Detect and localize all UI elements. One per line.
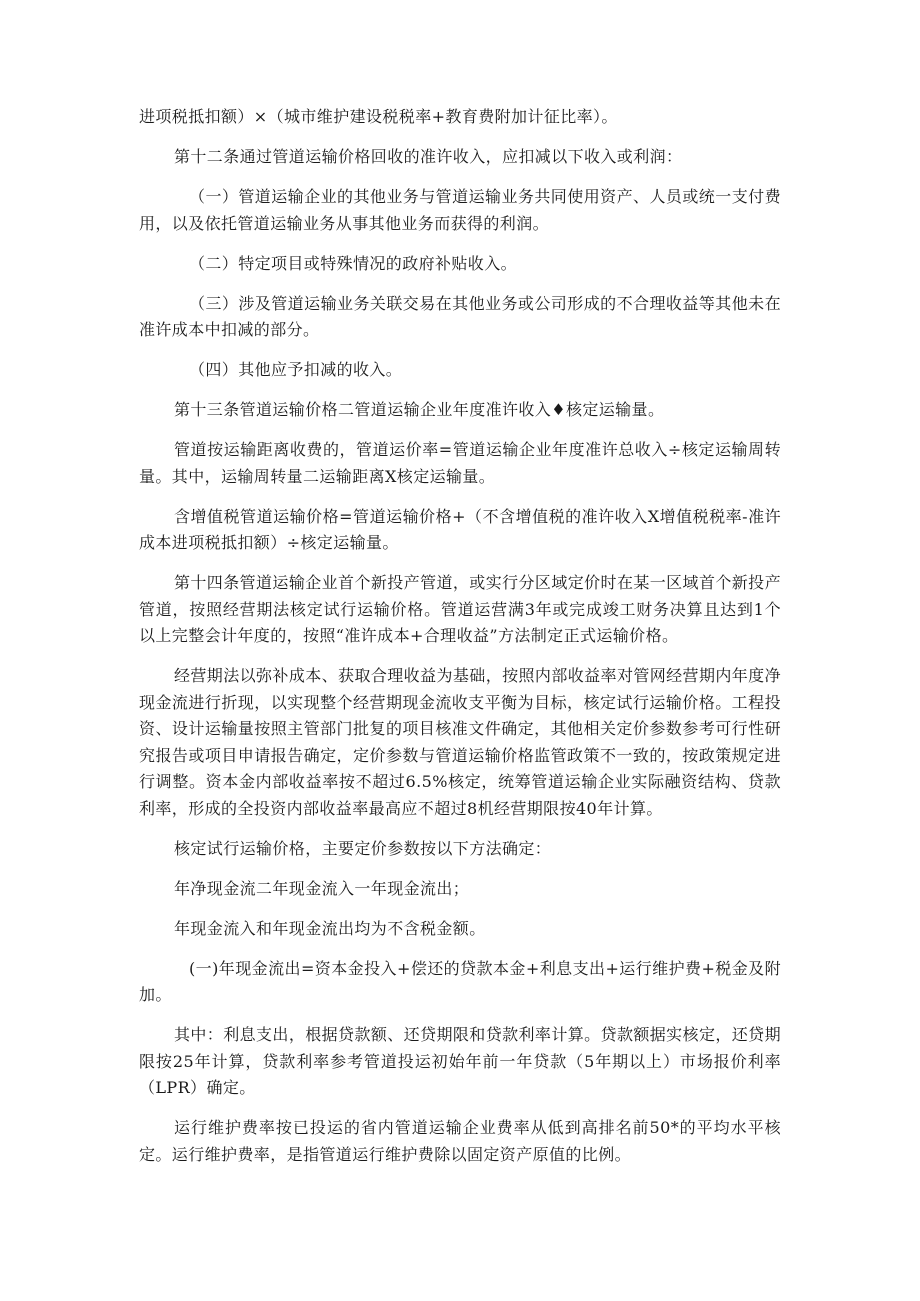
paragraph-maintenance-rate: 运行维护费率按已投运的省内管道运输企业费率从低到高排名前50*的平均水平核定。运行维护费率，是指管道运行维护费除以固定资产原值的比例。 [139, 1118, 781, 1164]
paragraph-item-1: （一）管道运输企业的其他业务与管道运输业务共同使用资产、人员或统一支付费用，以及依托管道运输业务从事其他业务而获得的利润。 [139, 187, 781, 233]
paragraph-net-cash-flow: 年净现金流二年现金流入一年现金流出； [174, 878, 470, 898]
paragraph-article-14: 第十四条管道运输企业首个新投产管道，或实行分区域定价时在某一区域首个新投产管道，按照经营期法核定试行运输价格。管道运营满3年或完成竣工财务决算且达到1个以上完整会计年度的，按照“准许成本+合理收益”方法制定正式运输价格。 [139, 573, 781, 645]
paragraph-tax-exclusive: 年现金流入和年现金流出均为不含税金额。 [174, 918, 486, 938]
paragraph-article-12: 第十二条通过管道运输价格回收的准许收入，应扣减以下收入或利润： [174, 147, 683, 166]
paragraph-item-3: （三）涉及管道运输业务关联交易在其他业务或公司形成的不合理收益等其他未在准许成本中扣减的部分。 [139, 293, 781, 339]
paragraph-interest: 其中：利息支出，根据贷款额、还贷期限和贷款利率计算。贷款额据实核定，还贷期限按25年计算，贷款利率参考管道投运初始年前一年贷款（5年期以上）市场报价利率（LPR）确定。 [139, 1025, 781, 1097]
paragraph-operating-period: 经营期法以弥补成本、获取合理收益为基础，按照内部收益率对管网经营期内年度净现金流进行折现，以实现整个经营期现金流收支平衡为目标，核定试行运输价格。工程投资、设计运输量按照主管部门批复的项目核准文件确定，其他相关定价参数参考可行性研究报告或项目申请报告确定，定价参数与管道运输价格监管政策不一致的，按政策规定进行调整。资本金内部收益率按不超过6.5%核定，统筹管道运输企业实际融资结构、贷款利率，形成的全投资内部收益率最高应不超过8机经营期限按40年计算。 [139, 666, 781, 818]
paragraph-item-4: （四）其他应予扣减的收入。 [189, 360, 403, 379]
paragraph-vat-price: 含增值税管道运输价格=管道运输价格+（不含增值税的准许收入X增值税税率-准许成本进项税抵扣额）÷核定运输量。 [139, 506, 781, 552]
paragraph-pricing-params: 核定试行运输价格，主要定价参数按以下方法确定： [174, 838, 552, 858]
paragraph-article-13: 第十三条管道运输价格二管道运输企业年度准许收入♦核定运输量。 [174, 400, 665, 419]
paragraph-distance-rate: 管道按运输距离收费的，管道运价率=管道运输企业年度准许总收入÷核定运输周转量。其中，运输周转量二运输距离X核定运输量。 [139, 440, 781, 486]
paragraph-item-2: （二）特定项目或特殊情况的政府补贴收入。 [189, 253, 518, 273]
paragraph-cash-outflow: (一)年现金流出=资本金投入+偿还的贷款本金+利息支出+运行维护费+税金及附加。 [139, 958, 781, 1004]
paragraph-continuation: 进项税抵扣额）×（城市维护建设税税率+教育费附加计征比率）。 [139, 107, 618, 126]
